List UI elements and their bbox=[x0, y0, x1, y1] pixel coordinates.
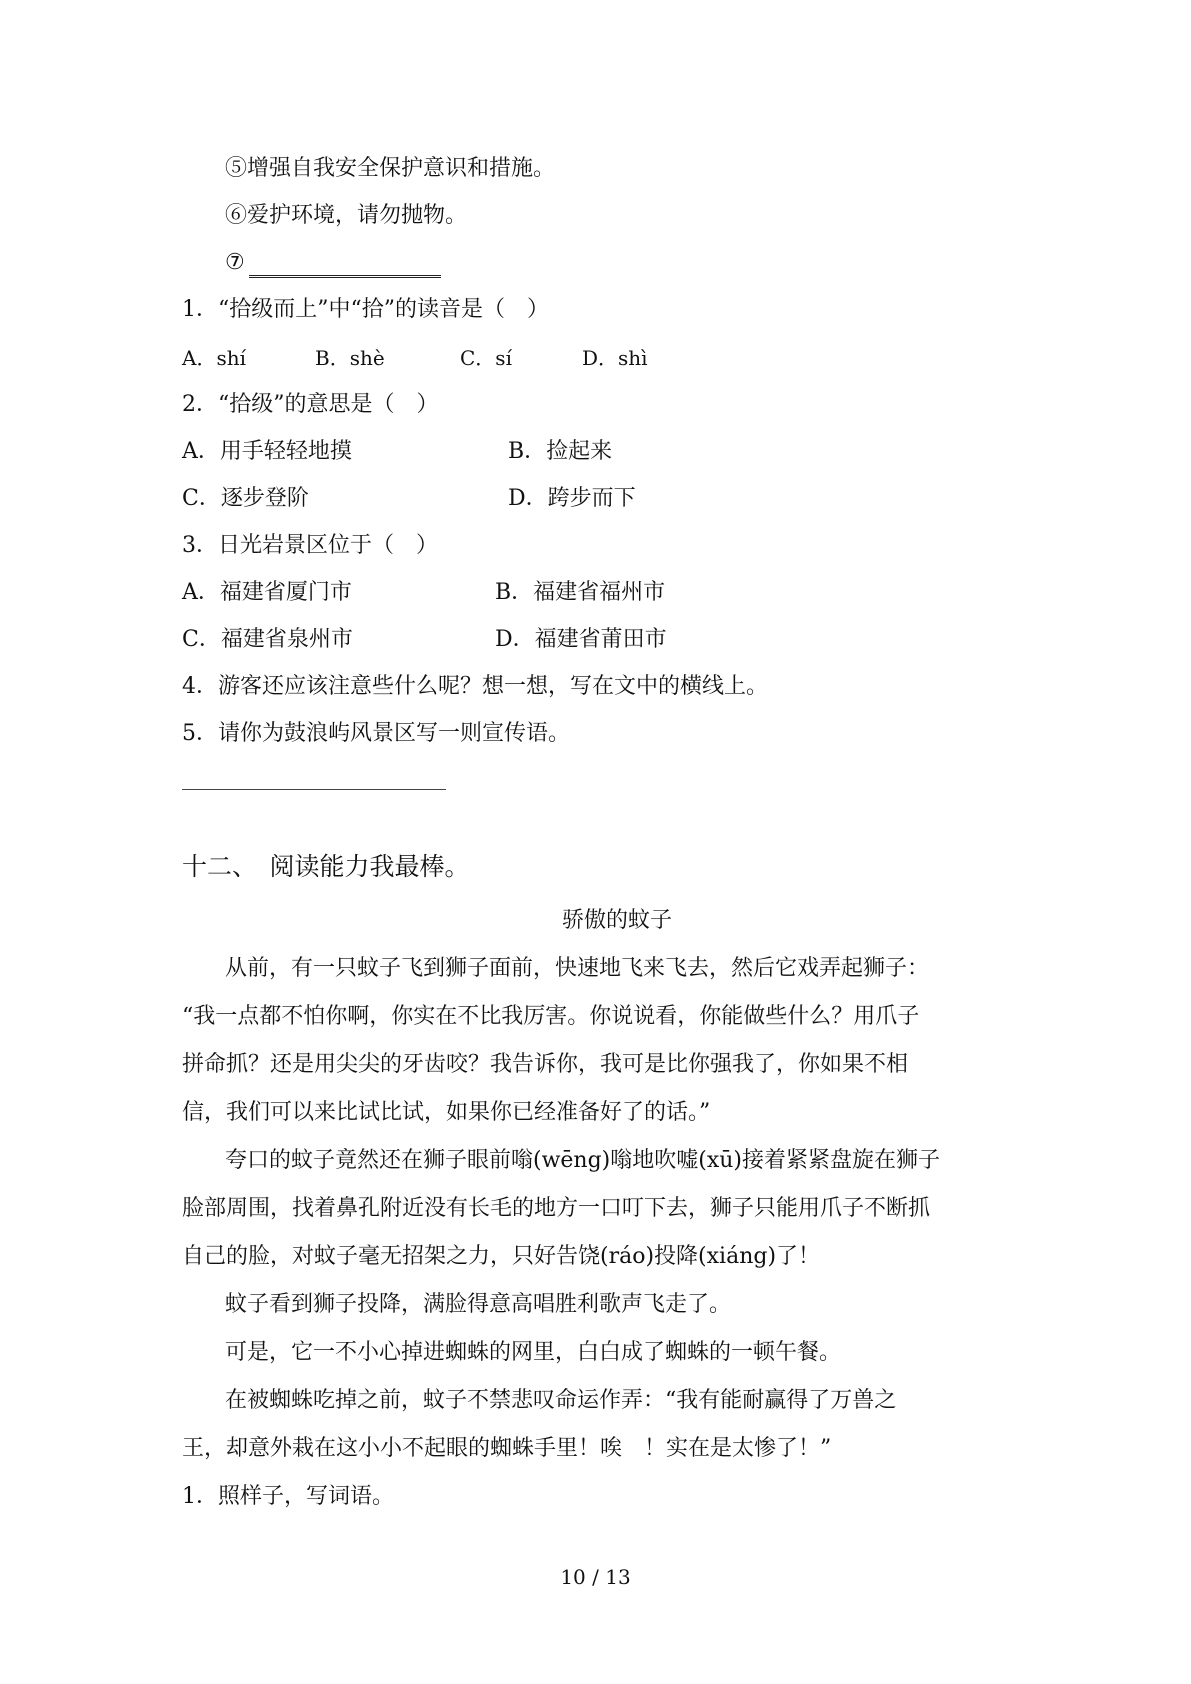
q3-option-d: D．福建省莆田市 bbox=[495, 627, 667, 652]
q3-option-b: B．福建省福州市 bbox=[495, 580, 666, 605]
q3-option-c: C．福建省泉州市 bbox=[182, 627, 353, 652]
q2-option-c: C．逐步登阶 bbox=[182, 486, 309, 511]
q2-option-a: A．用手轻轻地摸 bbox=[182, 439, 352, 464]
q1-option-b: B．shè bbox=[315, 346, 385, 370]
story-line: 可是，它一不小心掉进蜘蛛的网里，白白成了蜘蛛的一顿午餐。 bbox=[225, 1340, 842, 1365]
story-title: 骄傲的蚊子 bbox=[562, 908, 673, 933]
q3-stem: 3．日光岩景区位于（ ） bbox=[182, 533, 438, 558]
q3-option-a: A．福建省厦门市 bbox=[182, 580, 352, 605]
section12-q1: 1．照样子，写词语。 bbox=[182, 1484, 394, 1509]
answer-line[interactable] bbox=[182, 789, 446, 790]
story-line: 自己的脸，对蚊子毫无招架之力，只好告饶(ráo)投降(xiáng)了！ bbox=[182, 1244, 821, 1269]
story-line: 拼命抓？还是用尖尖的牙齿咬？我告诉你，我可是比你强我了，你如果不相 bbox=[182, 1052, 909, 1077]
section-heading: 十二、 阅读能力我最棒。 bbox=[182, 852, 470, 881]
q1-option-d: D．shì bbox=[582, 346, 648, 370]
story-line: 脸部周围，找着鼻孔附近没有长毛的地方一口叮下去，狮子只能用爪子不断抓 bbox=[182, 1196, 931, 1221]
tip-item-7 bbox=[225, 248, 441, 278]
story-line: 在被蜘蛛吃掉之前，蚊子不禁悲叹命运作弄：“我有能耐赢得了万兽之 bbox=[225, 1388, 897, 1413]
q2-stem: 2．“拾级”的意思是（ ） bbox=[182, 392, 439, 417]
story-line: 王，却意外栽在这小小不起眼的蜘蛛手里！唉 ！实在是太惨了！” bbox=[182, 1436, 832, 1461]
story-line: 信，我们可以来比试比试，如果你已经准备好了的话。” bbox=[182, 1100, 711, 1125]
story-line: “我一点都不怕你啊，你实在不比我厉害。你说说看，你能做些什么？用爪子 bbox=[182, 1004, 920, 1029]
page-number: 10 / 13 bbox=[560, 1565, 631, 1589]
q1-option-c: C．sí bbox=[460, 346, 512, 370]
q1-stem: 1．“拾级而上”中“拾”的读音是（ ） bbox=[182, 297, 549, 322]
story-line: 夸口的蚊子竟然还在狮子眼前嗡(wēng)嗡地吹嘘(xū)接着紧紧盘旋在狮子 bbox=[225, 1148, 941, 1173]
q2-option-b: B．捡起来 bbox=[508, 439, 613, 464]
story-line: 从前，有一只蚊子飞到狮子面前，快速地飞来飞去，然后它戏弄起狮子： bbox=[225, 956, 930, 981]
q1-option-a: A．shí bbox=[182, 346, 246, 370]
tip-item-7-blank[interactable] bbox=[249, 250, 441, 278]
tip-item-6: ⑥爱护环境，请勿抛物。 bbox=[225, 203, 468, 228]
tip-item-7-marker: ⑦ bbox=[225, 250, 245, 275]
tip-item-5: ⑤增强自我安全保护意识和措施。 bbox=[225, 156, 556, 181]
q4-stem: 4．游客还应该注意些什么呢？想一想，写在文中的横线上。 bbox=[182, 674, 768, 699]
q5-stem: 5．请你为鼓浪屿风景区写一则宣传语。 bbox=[182, 721, 570, 746]
story-line: 蚊子看到狮子投降，满脸得意高唱胜利歌声飞走了。 bbox=[225, 1292, 732, 1317]
q2-option-d: D．跨步而下 bbox=[508, 486, 636, 511]
